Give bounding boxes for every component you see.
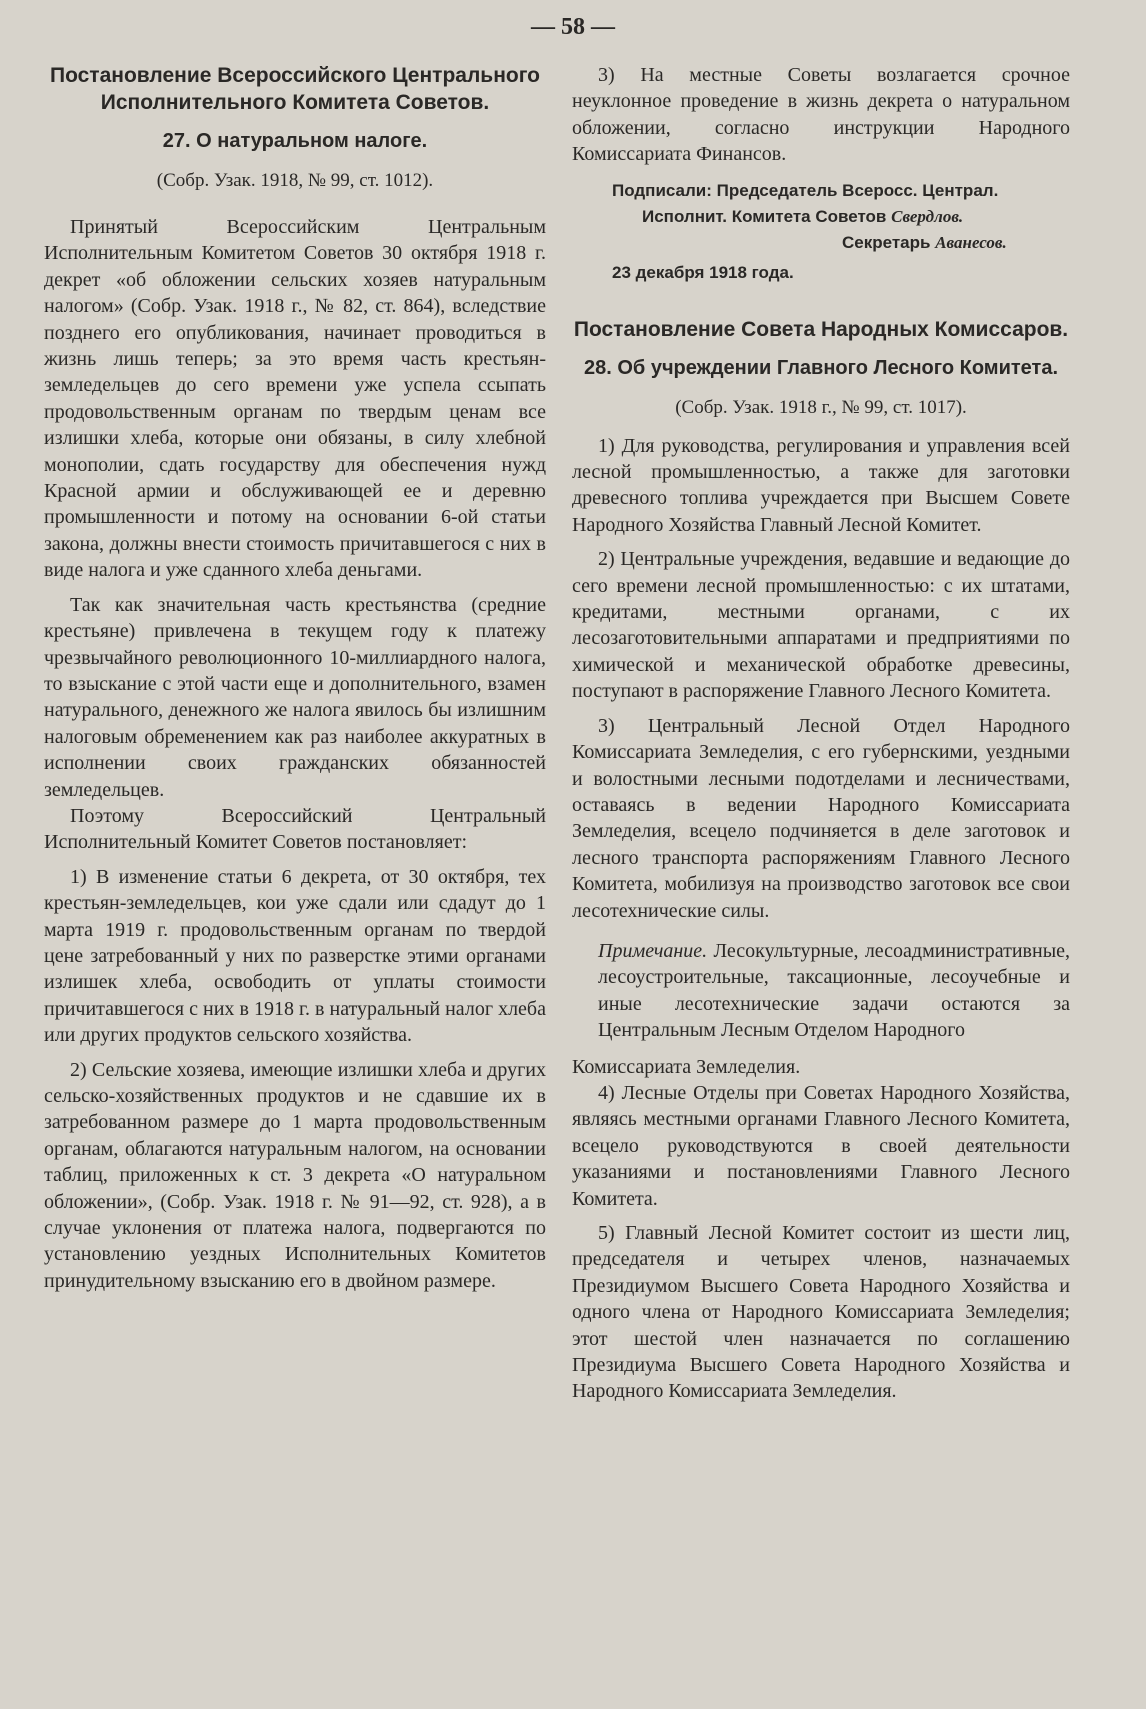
signed-line: Исполнит. Комитета Советов Свердлов. [642,206,964,226]
paragraph: 1) В изменение статьи 6 декрета, от 30 октября, тех крестьян-земледельцев, кои уже сдали или сдадут до 1 марта 1919 г. продовольственным органам по твердой цене затребованный у них по разверстке этими органами излишек хлеба, освободить от уплаты стоимости причитавшегося с них в 1918 г. в натуральный налог хлеба или других продуктов сельского хозяйства. [44,865,546,1047]
right-column [572,62,1070,1405]
paragraph: 1) Для руководства, регулирования и управления всей лесной промышленностью, а также для заготовки древесного топлива учреждается при Высшем Совете Народного Хозяйства Главный Лесной Комитет. [572,434,1070,536]
paragraph: 3) Центральный Лесной Отдел Народного Комиссариата Земледелия, с его губернскими, уездными и волостными лесными подотделами и лесничествами, оставаясь в ведении Народного Комиссариата Земледелия, всецело подчиняется в деле заготовок и лесного транспорта распоряжениям Главного Лесного Комитета, мобилизуя на производство заготовок все свои лесотехнические силы. [572,714,1070,922]
decree-body [44,214,546,1294]
left-column [44,62,546,1294]
decree-date: 23 декабря 1918 года. [612,262,794,282]
signed-line: Подписали: Председатель Всеросс. Централ. [612,180,999,200]
item-title: 27. О натуральном налоге. [162,130,428,152]
signatures [572,178,1070,286]
decree-body-cont [572,1054,1070,1405]
paragraph: 2) Сельские хозяева, имеющие излишки хлеба и других сельско-хозяйственных продуктов и не сдавшие их в затребованном размере до 1 марта продовольственным органам, облагаются натуральным налогом, на основании таблиц, приложенных к ст. 3 декрета «О натуральном обложении», (Собр. Узак. 1918 г. № 91—92, ст. 928), а в случае уклонения от платежа налога, подвергаются по установлению уездных Исполнительных Комитетов принудительному взысканию его в двойном размере. [44,1058,546,1292]
decree-heading: Постановление Всероссийского Центрального Исполнительного Комитета Советов. [49,64,541,114]
paragraph: 3) На местные Советы возлагается срочное неуклонное проведение в жизнь декрета о натуральном обложении, согласно инструкции Народного Комиссариата Финансов. [572,64,1070,166]
page-number: — 58 — [531,14,615,40]
note-label: Примечание. [598,939,708,962]
decree-continuation [572,62,1070,168]
paragraph: 5) Главный Лесной Комитет состоит из шести лиц, председателя и четырех членов, назначаемых Президиумом Высшего Совета Народного Хозяйства и одного члена от Народного Комиссариата Земледелия; этот шестой член назначается по соглашению Президиума Высшего Совета Народного Хозяйства и Народного Комиссариата Земледелия. [572,1222,1070,1403]
paragraph: Принятый Всероссийским Центральным Исполнительным Комитетом Советов 30 октября 1918 г. декрет «об обложении сельских хозяев натуральным налогом» (Собр. Узак. 1918 г., № 82, ст. 864), вследствие позднего его опубликования, начинает проводиться в жизнь лишь теперь; за это время часть крестьян-земледельцев до сего времени уже успела ссыпать продовольственным органам по твердым ценам все излишки хлеба, которые они обязаны, в силу хлебной монополии, сдать государству для обеспечения нужд Красной армии и обслуживающей ее и деревню промышленности и потому на основании 6-ой статьи закона, должны внести стоимость причитавшегося с них в виде налога и уже сданного хлеба деньгами. [44,216,546,582]
paragraph: 2) Центральные учреждения, ведавшие и ведающие до сего времени лесной промышленностью: с их штатами, кредитами, местными органами, с их лесозаготовительными аппаратами и предприятиями по химической и механической обработке древесины, поступают в распоряжение Главного Лесного Комитета. [572,548,1070,703]
source-reference: (Собр. Узак. 1918, № 99, ст. 1012). [156,170,434,191]
decree-heading: Постановление Совета Народных Комиссаров. [573,317,1069,341]
paragraph: 4) Лесные Отделы при Советах Народного Хозяйства, являясь местными органами Главного Лесного Комитета, всецело руководствуются в своей деятельности указаниями и постановлениями Главного Лесного Комитета. [572,1081,1070,1210]
decree-body [572,433,1070,924]
paragraph: Поэтому Всероссийский Центральный Исполнительный Комитет Советов постановляет: [44,804,546,854]
signed-line: Секретарь Аванесов. [842,232,1007,252]
signatory-name: Аванесов. [935,232,1007,252]
signatory-name: Свердлов. [891,206,964,226]
source-reference: (Собр. Узак. 1918 г., № 99, ст. 1017). [675,396,967,418]
paragraph: Так как значительная часть крестьянства (средние крестьяне) привлечена в текущем году к платежу чрезвычайного революционного 10-миллиардного налога, то взыскание с этой части еще и дополнительного, взамен натурального, денежного же налога явилось бы излишним налоговым обременением как раз наиболее аккуратных в исполнении своих гражданских обязанностей земледельцев. [44,593,546,801]
note-end: Комиссариата Земледелия. [572,1055,801,1078]
item-title: 28. Об учреждении Главного Лесного Комитета. [584,356,1058,379]
note-text: Лесокультурные, лесоадминистративные, лесоустроительные, таксационные, лесоучебные и иные лесотехнические задачи остаются за Центральным Лесным Отделом Народного [598,939,1071,1042]
note [572,938,1070,1044]
